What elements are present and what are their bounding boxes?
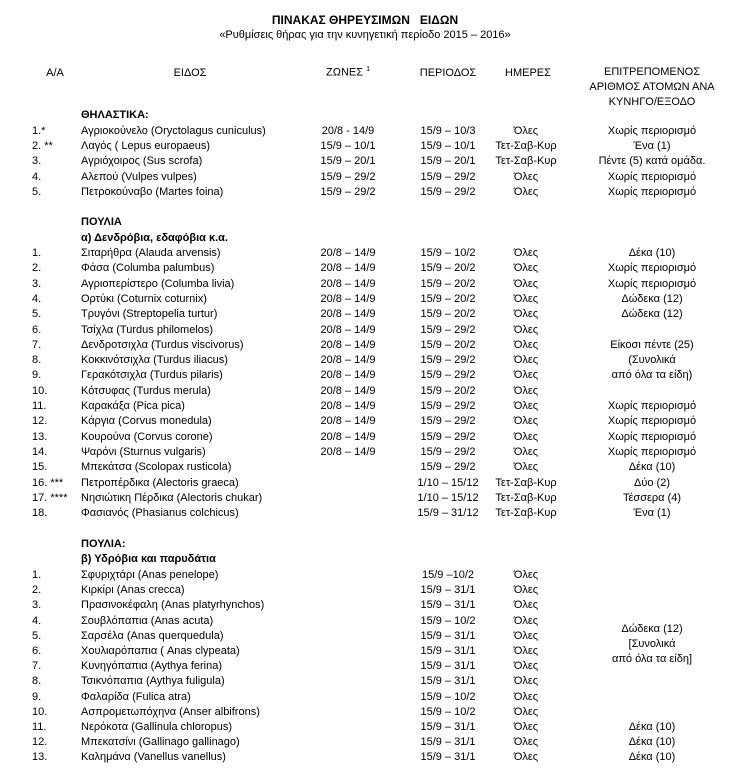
bag-limit: Ένα (1) <box>633 507 671 520</box>
bag-limit: Δέκα (10) <box>628 721 676 733</box>
row-number: 4. <box>32 292 42 305</box>
hunting-period: 15/9 – 31/1 <box>420 645 476 657</box>
hunting-period: 15/9 – 20/2 <box>420 308 476 321</box>
hunting-period: 15/9 – 10/3 <box>420 125 476 137</box>
hunting-days: Όλες <box>513 751 539 764</box>
bag-limit: Χωρίς περιορισμό <box>607 430 697 443</box>
header-period: ΠΕΡΙΟΔΟΣ <box>419 67 477 79</box>
hunting-days: Όλες <box>513 736 539 749</box>
row-number: 11. <box>32 400 47 412</box>
bag-limit: Τέσσερα (4) <box>622 491 681 504</box>
hunting-days: Όλες <box>513 599 539 612</box>
hunting-days: Τετ-Σαβ-Κυρ <box>495 491 557 504</box>
zone-period: 15/9 – 20/1 <box>320 155 376 168</box>
bag-limit: από όλα τα είδη) <box>611 369 693 382</box>
table-row <box>0 368 730 383</box>
zone-period: 20/8 – 14/9 <box>320 445 376 458</box>
bag-limit: Χωρίς περιορισμό <box>607 445 697 458</box>
row-number: 1. <box>32 569 42 581</box>
hunting-days: Όλες <box>513 415 539 428</box>
row-number: 12. <box>32 415 48 428</box>
row-number: 6. <box>32 323 42 336</box>
table-row <box>0 353 730 368</box>
hunting-period: 15/9 – 20/1 <box>420 155 476 168</box>
hunting-days: Τετ-Σαβ-Κυρ <box>495 155 557 168</box>
table-row <box>0 568 730 583</box>
hunting-days: Όλες <box>513 170 539 183</box>
bag-limit: Χωρίς περιορισμό <box>607 277 697 290</box>
row-number: 18. <box>32 507 48 520</box>
hunting-period: 15/9 – 31/1 <box>420 599 476 612</box>
zone-period: 20/8 – 14/9 <box>320 415 376 428</box>
row-number: 5. <box>32 185 42 198</box>
waterfowl-bag-limit-line2: [Συνολικά <box>628 638 676 650</box>
species-name: Κοκκινότσιχλα (Turdus iliacus) <box>81 354 228 367</box>
table-row <box>0 124 730 139</box>
row-number: 5. <box>32 629 42 642</box>
hunting-days: Όλες <box>513 430 539 443</box>
hunting-days: Όλες <box>513 262 539 275</box>
hunting-days: Όλες <box>513 675 539 688</box>
row-number: 10. <box>32 705 48 718</box>
row-number: 3. <box>32 277 42 290</box>
bag-limit: Δύο (2) <box>634 476 670 489</box>
row-number: 10. <box>32 384 48 397</box>
header-zones <box>300 66 396 79</box>
zone-period: 20/8 – 14/9 <box>320 430 376 443</box>
species-name: Σφυριχτάρι (Anas penelope) <box>81 569 219 581</box>
table-row <box>0 460 730 475</box>
bag-limit: Χωρίς περιορισμό <box>607 125 697 137</box>
row-number: 8. <box>32 675 42 688</box>
zone-period: 20/8 – 14/9 <box>320 277 376 290</box>
row-number: 8. <box>32 354 42 367</box>
hunting-period: 15/9 – 20/2 <box>420 292 476 305</box>
header-aa: Α/Α <box>46 67 64 79</box>
row-number: 5. <box>32 308 42 321</box>
section-heading-birds-a: ΠΟΥΛΙΑ <box>81 216 122 228</box>
species-name: Τσίχλα (Turdus philomelos) <box>81 323 214 336</box>
table-row <box>0 323 730 338</box>
row-number: 11. <box>32 721 47 733</box>
species-name: Κιρκίρι (Anas crecca) <box>81 584 185 597</box>
header-species: ΕΙΔΟΣ <box>173 67 207 79</box>
hunting-period: 15/9 – 29/2 <box>420 369 476 382</box>
species-name: Πετροπέρδικα (Alectoris graeca) <box>81 476 239 489</box>
row-number: 3. <box>32 599 42 612</box>
hunting-days: Όλες <box>513 629 539 642</box>
hunting-period: 15/9 – 31/1 <box>420 721 476 733</box>
table-row <box>0 430 730 445</box>
hunting-period: 15/9 – 29/2 <box>420 461 476 474</box>
hunting-days: Όλες <box>513 308 539 321</box>
waterfowl-bag-limit-line3: από όλα τα είδη] <box>611 653 693 665</box>
row-number: 2. <box>32 584 42 597</box>
species-name: Ψαρόνι (Sturnus vulgaris) <box>81 445 206 458</box>
species-name: Κάργια (Corvus monedula) <box>81 415 212 428</box>
hunting-days: Όλες <box>513 584 539 597</box>
bag-limit: Δέκα (10) <box>628 247 676 259</box>
zone-period: 20/8 – 14/9 <box>320 384 376 397</box>
species-name: Ορτύκι (Coturnix coturnix) <box>81 292 207 305</box>
row-number: 7. <box>32 660 42 673</box>
hunting-days: Όλες <box>513 660 539 673</box>
hunting-days: Όλες <box>513 292 539 305</box>
hunting-period: 15/9 – 29/2 <box>420 323 476 336</box>
row-number: 6. <box>32 645 42 657</box>
hunting-period: 15/9 – 29/2 <box>420 354 476 367</box>
bag-limit: (Συνολικά <box>628 354 676 367</box>
bag-limit: Πέντε (5) κατά ομάδα. <box>598 155 706 168</box>
species-name: Τσικνόπαπια (Aythya fuligula) <box>81 675 225 688</box>
species-name: Πετροκούναβο (Martes foina) <box>81 185 224 198</box>
hunting-period: 15/9 – 29/2 <box>420 170 476 183</box>
hunting-days: Όλες <box>513 277 539 290</box>
row-number: 4. <box>32 614 42 627</box>
header-bag-line3: ΚΥΝΗΓΟ/ΕΞΟΔΟ <box>608 96 696 108</box>
row-number: 12. <box>32 736 48 749</box>
table-row <box>0 583 730 598</box>
hunting-period: 1/10 – 15/12 <box>417 476 479 489</box>
table-row <box>0 414 730 429</box>
table-row <box>0 277 730 292</box>
hunting-period: 15/9 – 29/2 <box>420 415 476 428</box>
species-name: Αγριοπερίστερο (Columba livia) <box>81 277 235 290</box>
table-row <box>0 674 730 689</box>
species-name: Σουβλόπαπια (Anas acuta) <box>81 614 214 627</box>
species-name: Φάσα (Columba palumbus) <box>81 262 215 275</box>
hunting-period: 15/9 – 10/2 <box>420 247 476 259</box>
row-number: 7. <box>32 338 42 351</box>
row-number: 2. ** <box>32 140 53 153</box>
table-row <box>0 139 730 154</box>
bag-limit: Χωρίς περιορισμό <box>607 185 697 198</box>
zone-period: 15/9 – 10/1 <box>320 140 376 153</box>
species-name: Κουρούνα (Corvus corone) <box>81 430 213 443</box>
zone-period: 15/9 – 29/2 <box>320 185 376 198</box>
hunting-days: Όλες <box>513 569 539 581</box>
row-number: 3. <box>32 155 42 168</box>
table-row <box>0 399 730 414</box>
bag-limit: Δώδεκα (12) <box>621 292 683 305</box>
hunting-period: 15/9 – 29/2 <box>420 430 476 443</box>
bag-limit: Χωρίς περιορισμό <box>607 415 697 428</box>
hunting-period: 15/9 – 10/2 <box>420 614 476 627</box>
species-name: Μπεκατσίνι (Gallinago gallinago) <box>81 736 240 749</box>
zone-period: 15/9 – 29/2 <box>320 170 376 183</box>
hunting-period: 15/9 – 10/1 <box>420 140 476 153</box>
zone-period: 20/8 – 14/9 <box>320 400 376 412</box>
hunting-days: Τετ-Σαβ-Κυρ <box>495 140 557 153</box>
species-name: Γερακότσιχλα (Turdus pilaris) <box>81 369 223 382</box>
hunting-period: 15/9 – 10/2 <box>420 705 476 718</box>
row-number: 1. <box>32 247 42 259</box>
hunting-days: Όλες <box>513 445 539 458</box>
row-number: 13. <box>32 751 48 764</box>
table-row <box>0 720 730 735</box>
species-name: Καλημάνα (Vanellus vanellus) <box>81 751 226 764</box>
species-name: Μπεκάτσα (Scolopax rusticola) <box>81 461 232 474</box>
hunting-days: Τετ-Σαβ-Κυρ <box>495 476 557 489</box>
table-row <box>0 261 730 276</box>
hunting-days: Όλες <box>513 461 539 474</box>
table-row <box>0 491 730 506</box>
bag-limit: Δέκα (10) <box>628 751 676 764</box>
hunting-days: Όλες <box>513 384 539 397</box>
hunting-days: Όλες <box>513 690 539 703</box>
species-name: Αλεπού (Vulpes vulpes) <box>81 170 197 183</box>
species-name: Δενδροτσιχλα (Turdus viscivorus) <box>81 338 244 351</box>
zone-period: 20/8 – 14/9 <box>320 308 376 321</box>
hunting-days: Όλες <box>513 338 539 351</box>
hunting-days: Όλες <box>513 645 539 657</box>
bag-limit: Χωρίς περιορισμό <box>607 170 697 183</box>
table-row <box>0 476 730 491</box>
bag-limit: Είκοσι πέντε (25) <box>610 338 694 351</box>
hunting-days: Τετ-Σαβ-Κυρ <box>495 507 557 520</box>
hunting-period: 15/9 – 31/12 <box>417 507 479 520</box>
zone-period: 20/8 – 14/9 <box>320 354 376 367</box>
section-subheading-birds-a: α) Δενδρόβια, εδαφόβια κ.α. <box>81 232 228 244</box>
row-number: 4. <box>32 170 42 183</box>
hunting-period: 15/9 – 31/1 <box>420 751 476 764</box>
hunting-period: 15/9 – 31/1 <box>420 675 476 688</box>
header-bag-line1: ΕΠΙΤΡΕΠΟΜΕΝΟΣ <box>603 66 701 78</box>
hunting-period: 15/9 – 20/2 <box>420 262 476 275</box>
hunting-period: 15/9 – 31/1 <box>420 736 476 749</box>
row-number: 16. *** <box>32 476 64 489</box>
species-name: Αγριόχοιρος (Sus scrofa) <box>81 155 203 168</box>
hunting-period: 15/9 – 29/2 <box>420 185 476 198</box>
table-row <box>0 384 730 399</box>
table-row <box>0 246 730 261</box>
hunting-period: 15/9 – 20/2 <box>420 338 476 351</box>
hunting-period: 15/9 – 31/1 <box>420 584 476 597</box>
row-number: 14. <box>32 445 48 458</box>
table-row <box>0 690 730 705</box>
hunting-period: 15/9 – 20/2 <box>420 277 476 290</box>
row-number: 9. <box>32 690 42 703</box>
table-row <box>0 750 730 765</box>
header-days: ΗΜΕΡΕΣ <box>505 67 551 79</box>
section-heading-birds-b: ΠΟΥΛΙΑ: <box>81 538 126 550</box>
hunting-days: Όλες <box>513 705 539 718</box>
species-name: Σαρσέλα (Anas querquedula) <box>81 629 224 642</box>
hunting-period: 1/10 – 15/12 <box>417 491 479 504</box>
species-name: Καρακάξα (Pica pica) <box>81 400 185 412</box>
table-row <box>0 307 730 322</box>
species-name: Κότσυφας (Turdus merula) <box>81 384 211 397</box>
zone-period: 20/8 – 14/9 <box>320 262 376 275</box>
hunting-days: Όλες <box>513 354 539 367</box>
species-name: Τρυγόνι (Streptopelia turtur) <box>81 308 218 321</box>
row-number: 1.* <box>32 125 46 137</box>
species-name: Χουλιαρόπαπια ( Anas clypeata) <box>81 645 240 657</box>
hunting-period: 15/9 – 20/2 <box>420 384 476 397</box>
table-row <box>0 154 730 169</box>
section-subheading-birds-b: β) Υδρόβια και παρυδάτια <box>81 553 216 565</box>
table-row <box>0 338 730 353</box>
species-name: Πρασινοκέφαλη (Anas platyrhynchos) <box>81 599 265 612</box>
zone-period: 20/8 – 14/9 <box>320 292 376 305</box>
hunting-days: Όλες <box>513 369 539 382</box>
bag-limit: Δώδεκα (12) <box>621 308 683 321</box>
hunting-days: Όλες <box>513 247 539 259</box>
bag-limit: Χωρίς περιορισμό <box>607 262 697 275</box>
row-number: 9. <box>32 369 42 382</box>
table-row <box>0 506 730 521</box>
bag-limit: Δέκα (10) <box>628 461 676 474</box>
header-bag-line2: ΑΡΙΘΜΟΣ ΑΤΟΜΩΝ ΑΝΑ <box>589 81 715 93</box>
species-name: Ασπρομετωπόχηνα (Anser albifrons) <box>81 705 260 718</box>
zone-period: 20/8 – 14/9 <box>320 247 376 259</box>
table-row <box>0 292 730 307</box>
species-name: Λαγός ( Lepus europaeus) <box>81 140 211 153</box>
species-name: Αγριοκούνελο (Oryctolagus cuniculus) <box>81 125 266 137</box>
zone-period: 20/8 - 14/9 <box>321 125 375 137</box>
zone-period: 20/8 – 14/9 <box>320 338 376 351</box>
species-name: Φασιανός (Phasianus colchicus) <box>81 507 239 520</box>
hunting-days: Όλες <box>513 721 539 733</box>
hunting-period: 15/9 – 29/2 <box>420 445 476 458</box>
table-row <box>0 735 730 750</box>
hunting-days: Όλες <box>513 185 539 198</box>
species-name: Σιταρήθρα (Alauda arvensis) <box>81 247 221 259</box>
hunting-period: 15/9 – 31/1 <box>420 660 476 673</box>
zone-period: 20/8 – 14/9 <box>320 323 376 336</box>
header-zones-label: ΖΩΝΕΣ <box>326 66 364 79</box>
table-row <box>0 705 730 720</box>
hunting-period: 15/9 – 29/2 <box>420 400 476 412</box>
hunting-period: 15/9 – 10/2 <box>420 690 476 703</box>
document-subtitle: «Ρυθμίσεις θήρας για την κυνηγετική περίοδο 2015 – 2016» <box>219 29 511 41</box>
bag-limit: Δέκα (10) <box>628 736 676 749</box>
row-number: 17. **** <box>32 491 68 504</box>
table-row <box>0 598 730 613</box>
waterfowl-bag-limit-line1: Δώδεκα (12) <box>621 623 683 635</box>
header-zones-footnote: 1 <box>366 66 370 73</box>
zone-period: 20/8 – 14/9 <box>320 369 376 382</box>
table-row <box>0 185 730 200</box>
species-name: Φαλαρίδα (Fulica atra) <box>81 690 191 703</box>
hunting-days: Όλες <box>513 323 539 336</box>
species-name: Κυνηγόπαπια (Aythya ferina) <box>81 660 223 673</box>
species-name: Νερόκοτα (Gallinula chloropus) <box>81 721 233 733</box>
hunting-period: 15/9 – 31/1 <box>420 629 476 642</box>
bag-limit: Ένα (1) <box>633 140 671 153</box>
hunting-days: Όλες <box>513 125 539 137</box>
section-heading-mammals: ΘΗΛΑΣΤΙΚΑ: <box>81 109 149 121</box>
table-row <box>0 445 730 460</box>
table-row <box>0 170 730 185</box>
species-name: Νησιώτικη Πέρδικα (Alectoris chukar) <box>81 491 263 504</box>
document-title: ΠΙΝΑΚΑΣ ΘΗΡΕΥΣΙΜΩΝ ΕΙΔΩΝ <box>271 13 459 27</box>
row-number: 15. <box>32 461 48 474</box>
hunting-period: 15/9 –10/2 <box>422 569 474 581</box>
row-number: 13. <box>32 430 48 443</box>
row-number: 2. <box>32 262 42 275</box>
hunting-days: Όλες <box>513 400 539 412</box>
hunting-days: Όλες <box>513 614 539 627</box>
bag-limit: Χωρίς περιορισμό <box>607 400 697 412</box>
